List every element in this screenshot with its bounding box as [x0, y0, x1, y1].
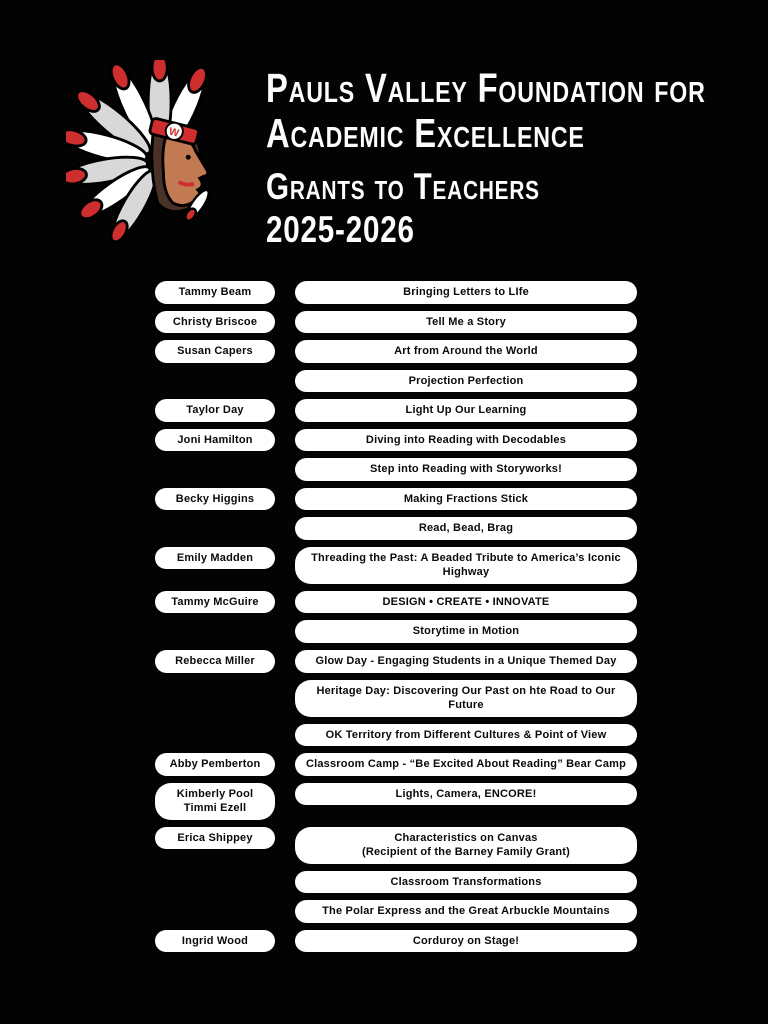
project-title-pill: Diving into Reading with Decodables: [295, 429, 637, 452]
teacher-name-pill: Kimberly Pool Timmi Ezell: [155, 783, 275, 820]
grant-row: [155, 281, 637, 304]
grant-row: [155, 871, 637, 894]
project-title-pill: Step into Reading with Storyworks!: [295, 458, 637, 481]
teacher-name-pill: Tammy McGuire: [155, 591, 275, 614]
grant-row: [155, 517, 637, 540]
grant-row: [155, 311, 637, 334]
grant-row: [155, 547, 637, 584]
title-line-2: Academic Excellence: [266, 110, 585, 157]
project-title-pill: Art from Around the World: [295, 340, 637, 363]
subtitle: Grants to Teachers: [266, 166, 540, 208]
grant-row: [155, 650, 637, 673]
project-title-pill: Bringing Letters to LIfe: [295, 281, 637, 304]
teacher-name-pill: Tammy Beam: [155, 281, 275, 304]
project-title-pill: Projection Perfection: [295, 370, 637, 393]
grant-row: [155, 900, 637, 923]
project-title-pill: Light Up Our Learning: [295, 399, 637, 422]
project-title-pill: Making Fractions Stick: [295, 488, 637, 511]
project-title-pill: Storytime in Motion: [295, 620, 637, 643]
project-title-pill: The Polar Express and the Great Arbuckle Mountains: [295, 900, 637, 923]
teacher-name-pill: Ingrid Wood: [155, 930, 275, 953]
title-block: [266, 58, 768, 251]
title-line-1: Pauls Valley Foundation for: [266, 65, 706, 111]
teacher-name-pill: Emily Madden: [155, 547, 275, 570]
logo-letter: W: [167, 126, 180, 140]
year: 2025-2026: [266, 208, 415, 250]
grant-row: [155, 488, 637, 511]
teacher-name-pill: Erica Shippey: [155, 827, 275, 850]
warrior-chief-logo-icon: [66, 60, 238, 246]
grant-row: [155, 930, 637, 953]
project-title-pill: Classroom Camp - “Be Excited About Reading” Bear Camp: [295, 753, 637, 776]
teacher-name-pill: Susan Capers: [155, 340, 275, 363]
school-mascot-logo: [66, 60, 238, 251]
grant-row: [155, 827, 637, 864]
project-title-pill: Tell Me a Story: [295, 311, 637, 334]
header: [0, 0, 768, 251]
grant-row: [155, 783, 637, 820]
project-title-pill: DESIGN • CREATE • INNOVATE: [295, 591, 637, 614]
project-title-pill: Characteristics on Canvas (Recipient of the Barney Family Grant): [295, 827, 637, 864]
grant-row: [155, 429, 637, 452]
project-title-pill: Read, Bead, Brag: [295, 517, 637, 540]
project-title-pill: Threading the Past: A Beaded Tribute to America’s Iconic Highway: [295, 547, 637, 584]
grant-row: [155, 370, 637, 393]
teacher-name-pill: Abby Pemberton: [155, 753, 275, 776]
teacher-name-pill: Taylor Day: [155, 399, 275, 422]
grant-row: [155, 458, 637, 481]
project-title-pill: Lights, Camera, ENCORE!: [295, 783, 637, 806]
teacher-name-pill: Becky Higgins: [155, 488, 275, 511]
teacher-name-pill: Rebecca Miller: [155, 650, 275, 673]
grants-list: [155, 281, 637, 952]
teacher-name-pill: Joni Hamilton: [155, 429, 275, 452]
project-title-pill: Heritage Day: Discovering Our Past on hte Road to Our Future: [295, 680, 637, 717]
grant-row: [155, 340, 637, 363]
grant-row: [155, 399, 637, 422]
project-title-pill: Classroom Transformations: [295, 871, 637, 894]
grant-row: [155, 620, 637, 643]
project-title-pill: Corduroy on Stage!: [295, 930, 637, 953]
grant-row: [155, 753, 637, 776]
teacher-name-pill: Christy Briscoe: [155, 311, 275, 334]
grant-row: [155, 724, 637, 747]
grant-row: [155, 591, 637, 614]
project-title-pill: Glow Day - Engaging Students in a Unique Themed Day: [295, 650, 637, 673]
grant-row: [155, 680, 637, 717]
project-title-pill: OK Territory from Different Cultures & Point of View: [295, 724, 637, 747]
